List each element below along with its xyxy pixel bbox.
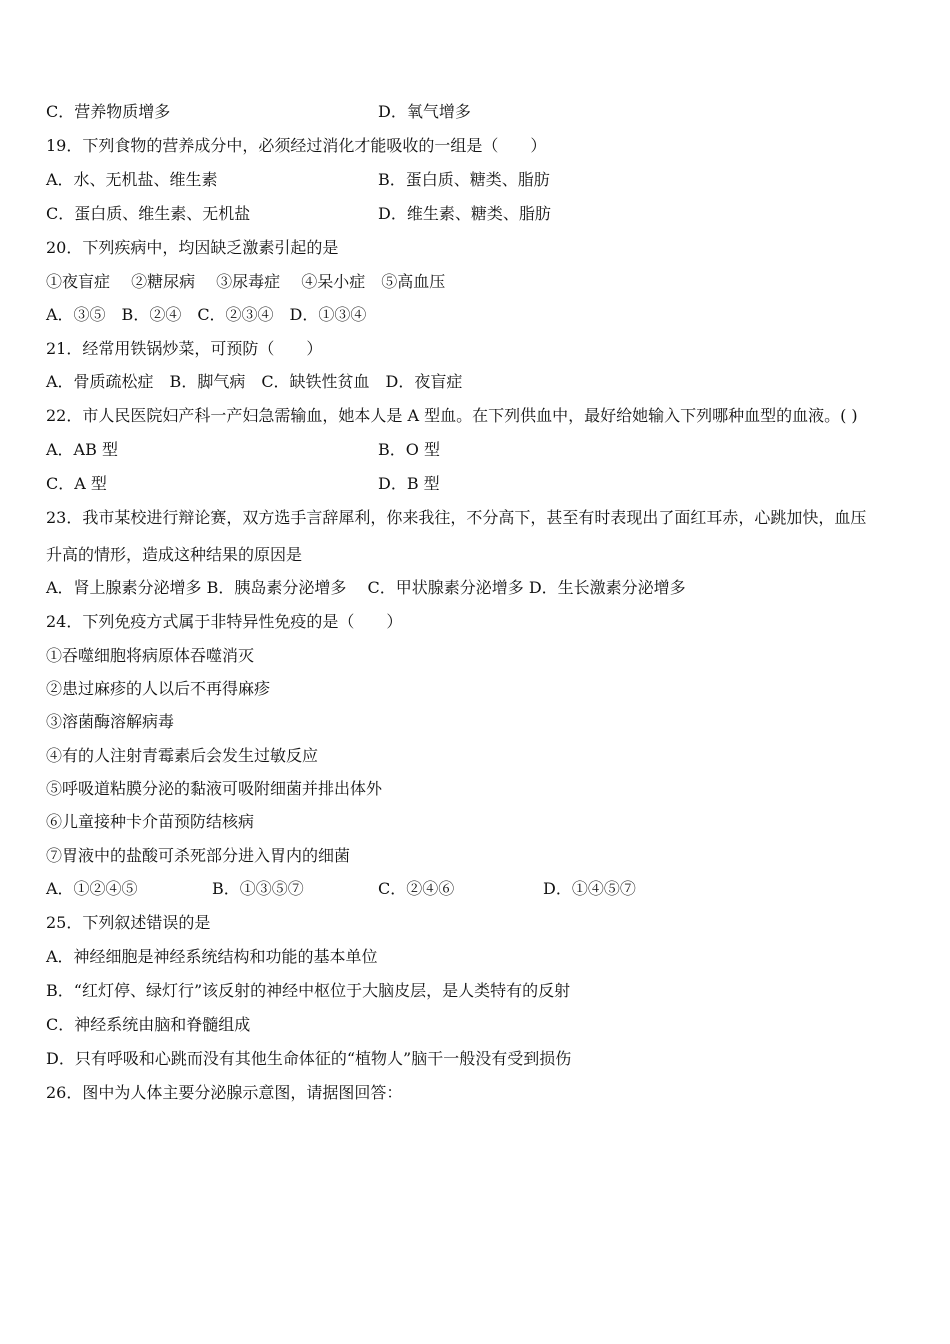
option-a: A．AB 型 [46, 440, 118, 459]
option-d: D．氧气增多 [378, 102, 471, 121]
q23-options: A．肾上腺素分泌增多 B．胰岛素分泌增多 C．甲状腺素分泌增多 D．生长激素分泌增多 [46, 578, 686, 597]
option-d: D．①④⑤⑦ [543, 879, 636, 898]
question-20: 20．下列疾病中，均因缺乏激素引起的是 [46, 238, 339, 257]
q24-item-1: ①吞噬细胞将病原体吞噬消灭 [46, 646, 255, 665]
q24-item-5: ⑤呼吸道粘膜分泌的黏液可吸附细菌并排出体外 [46, 779, 383, 798]
option-b: B．蛋白质、糖类、脂肪 [378, 170, 550, 189]
option-b: B．O 型 [378, 440, 440, 459]
option-d: D．B 型 [378, 474, 440, 493]
q24-item-3: ③溶菌酶溶解病毒 [46, 712, 175, 731]
q25-option-b: B．“红灯停、绿灯行”该反射的神经中枢位于大脑皮层，是人类特有的反射 [46, 981, 571, 1000]
question-22: 22．市人民医院妇产科一产妇急需输血，她本人是 A 型血。在下列供血中，最好给她输入下列哪种血型的血液。( ) [46, 406, 858, 425]
question-26: 26．图中为人体主要分泌腺示意图，请据图回答： [46, 1083, 403, 1102]
q24-options [46, 879, 906, 899]
question-23-line1: 23．我市某校进行辩论赛，双方选手言辞犀利，你来我往，不分高下，甚至有时表现出了面红耳赤，心跳加快，血压 [46, 508, 867, 527]
question-24: 24．下列免疫方式属于非特异性免疫的是（ ） [46, 612, 403, 631]
option-c: C．蛋白质、维生素、无机盐 [46, 204, 251, 223]
q18-options-cd [46, 102, 906, 122]
q20-options: A．③⑤ B．②④ C．②③④ D．①③④ [46, 305, 367, 324]
q21-options: A．骨质疏松症 B．脚气病 C．缺铁性贫血 D．夜盲症 [46, 372, 463, 391]
q20-items: ①夜盲症 ②糖尿病 ③尿毒症 ④呆小症 ⑤高血压 [46, 272, 446, 291]
question-23-line2: 升高的情形，造成这种结果的原因是 [46, 545, 303, 564]
q25-option-d: D．只有呼吸和心跳而没有其他生命体征的“植物人”脑干一般没有受到损伤 [46, 1049, 572, 1068]
option-b: B．①③⑤⑦ [212, 879, 304, 898]
q22-options-ab [46, 440, 906, 460]
option-c: C．②④⑥ [378, 879, 455, 898]
option-c: C．营养物质增多 [46, 102, 171, 121]
option-a: A．水、无机盐、维生素 [46, 170, 218, 189]
q19-options-ab [46, 170, 906, 190]
q24-item-2: ②患过麻疹的人以后不再得麻疹 [46, 679, 271, 698]
q25-option-c: C．神经系统由脑和脊髓组成 [46, 1015, 251, 1034]
option-d: D．维生素、糖类、脂肪 [378, 204, 551, 223]
q22-options-cd [46, 474, 906, 494]
question-25: 25．下列叙述错误的是 [46, 913, 211, 932]
option-c: C．A 型 [46, 474, 107, 493]
question-21: 21．经常用铁锅炒菜，可预防（ ） [46, 339, 323, 358]
q19-options-cd [46, 204, 906, 224]
option-a: A．①②④⑤ [46, 879, 138, 898]
q24-item-4: ④有的人注射青霉素后会发生过敏反应 [46, 746, 319, 765]
q24-item-6: ⑥儿童接种卡介苗预防结核病 [46, 812, 255, 831]
q24-item-7: ⑦胃液中的盐酸可杀死部分进入胃内的细菌 [46, 846, 351, 865]
question-19: 19．下列食物的营养成分中，必须经过消化才能吸收的一组是（ ） [46, 136, 547, 155]
q25-option-a: A．神经细胞是神经系统结构和功能的基本单位 [46, 947, 378, 966]
